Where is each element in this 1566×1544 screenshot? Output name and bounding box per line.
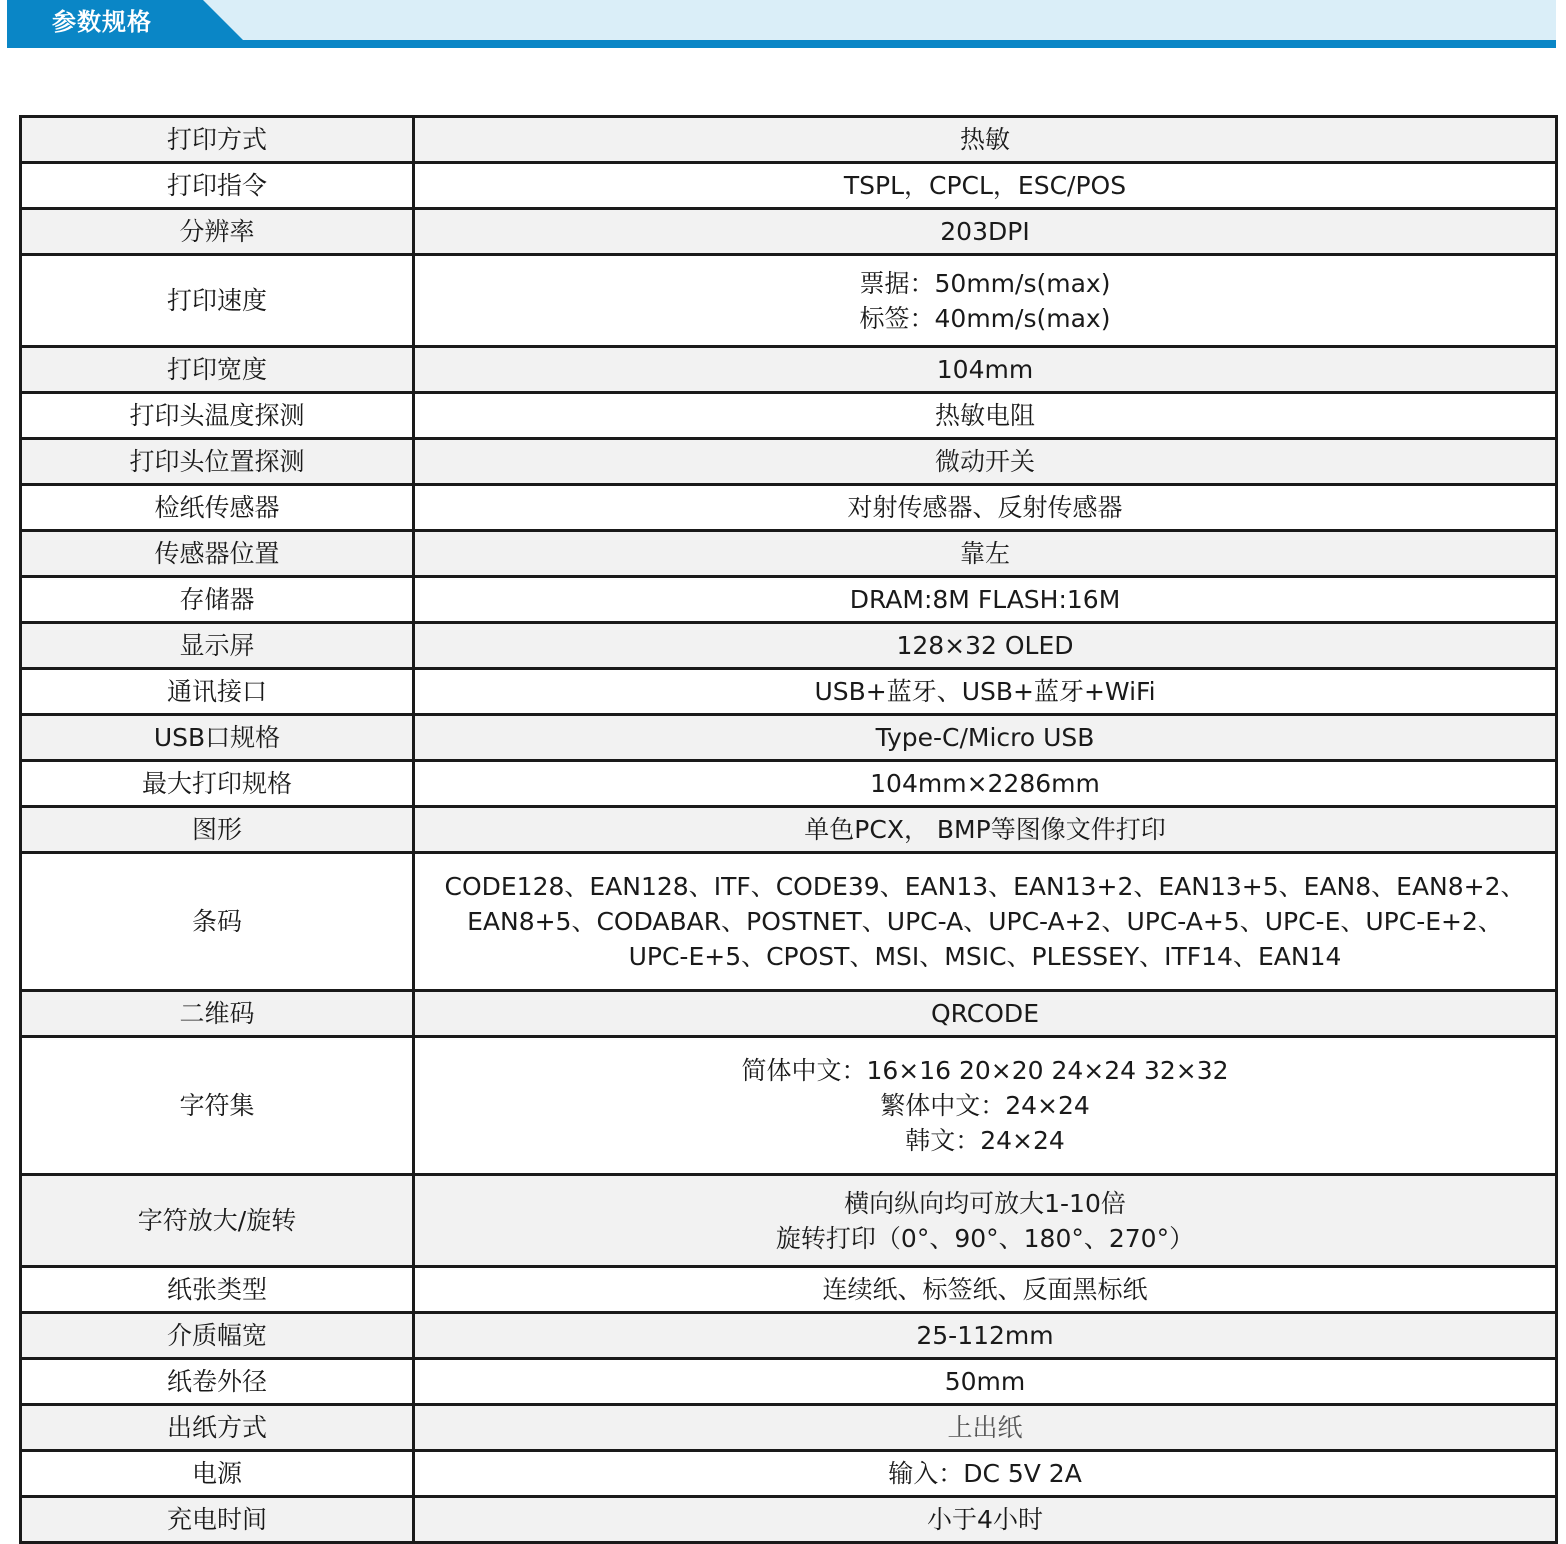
section-header xyxy=(7,0,1556,48)
spec-value-line: QRCODE xyxy=(931,999,1039,1028)
spec-value-line: 连续纸、标签纸、反面黑标纸 xyxy=(822,1275,1148,1304)
spec-label: 打印指令 xyxy=(21,163,414,209)
spec-value-line: 标签：40mm/s(max) xyxy=(859,303,1111,333)
spec-value xyxy=(414,1497,1557,1543)
spec-label: 充电时间 xyxy=(21,1497,414,1543)
spec-value-line: DRAM:8M FLASH:16M xyxy=(849,585,1121,614)
spec-value-line: 对射传感器、反射传感器 xyxy=(847,493,1123,522)
spec-value-line: 50mm xyxy=(944,1367,1026,1396)
spec-row xyxy=(21,347,1557,393)
spec-row xyxy=(21,761,1557,807)
spec-label: 纸张类型 xyxy=(21,1267,414,1313)
spec-table-body xyxy=(21,117,1557,1543)
spec-row xyxy=(21,991,1557,1037)
spec-value-line: 输入：DC 5V 2A xyxy=(888,1459,1082,1488)
spec-value-line: 票据：50mm/s(max) xyxy=(859,268,1111,298)
spec-label: 打印速度 xyxy=(21,255,414,347)
spec-value-line: CODE128、EAN128、ITF、CODE39、EAN13、EAN13+2、EAN13+5、EAN8、EAN8+2、 xyxy=(444,872,1526,901)
spec-row xyxy=(21,1267,1557,1313)
spec-value xyxy=(414,393,1557,439)
spec-value xyxy=(414,1267,1557,1313)
spec-value-line: 203DPI xyxy=(940,217,1030,246)
spec-row xyxy=(21,1497,1557,1543)
spec-row xyxy=(21,623,1557,669)
spec-row xyxy=(21,531,1557,577)
spec-value-line: 25-112mm xyxy=(916,1321,1054,1350)
spec-label: 分辨率 xyxy=(21,209,414,255)
spec-label: 电源 xyxy=(21,1451,414,1497)
spec-label: 字符放大/旋转 xyxy=(21,1175,414,1267)
spec-value xyxy=(414,1405,1557,1451)
spec-value xyxy=(414,163,1557,209)
spec-label: 图形 xyxy=(21,807,414,853)
spec-row xyxy=(21,1037,1557,1175)
spec-value xyxy=(414,991,1557,1037)
spec-label: USB口规格 xyxy=(21,715,414,761)
spec-row xyxy=(21,669,1557,715)
spec-label: 打印头位置探测 xyxy=(21,439,414,485)
spec-label: 传感器位置 xyxy=(21,531,414,577)
spec-value-line: 旋转打印（0°、90°、180°、270°） xyxy=(775,1223,1195,1253)
spec-row xyxy=(21,393,1557,439)
spec-label: 存储器 xyxy=(21,577,414,623)
spec-row xyxy=(21,1175,1557,1267)
spec-value xyxy=(414,761,1557,807)
spec-value xyxy=(414,1313,1557,1359)
spec-row xyxy=(21,715,1557,761)
spec-row xyxy=(21,117,1557,163)
spec-value-line: 韩文：24×24 xyxy=(905,1126,1065,1155)
spec-row xyxy=(21,807,1557,853)
spec-value-line: EAN8+5、CODABAR、POSTNET、UPC-A、UPC-A+2、UPC-A+5、UPC-E、UPC-E+2、 xyxy=(467,907,1503,936)
header-underline xyxy=(7,40,1556,48)
spec-value xyxy=(414,531,1557,577)
spec-table xyxy=(19,115,1558,1544)
spec-value xyxy=(414,1175,1557,1267)
spec-value xyxy=(414,1359,1557,1405)
spec-row xyxy=(21,1451,1557,1497)
spec-value-line: 128×32 OLED xyxy=(896,631,1074,660)
spec-row xyxy=(21,485,1557,531)
spec-label: 二维码 xyxy=(21,991,414,1037)
spec-value xyxy=(414,347,1557,393)
spec-value-line: 繁体中文：24×24 xyxy=(880,1091,1090,1120)
spec-value xyxy=(414,577,1557,623)
spec-row xyxy=(21,439,1557,485)
spec-label: 通讯接口 xyxy=(21,669,414,715)
spec-value-line: 靠左 xyxy=(959,539,1010,568)
spec-label: 介质幅宽 xyxy=(21,1313,414,1359)
spec-value xyxy=(414,485,1557,531)
spec-row xyxy=(21,163,1557,209)
spec-row xyxy=(21,1405,1557,1451)
spec-label: 纸卷外径 xyxy=(21,1359,414,1405)
section-title: 参数规格 xyxy=(52,8,152,36)
spec-value-line: 微动开关 xyxy=(934,447,1035,476)
spec-value xyxy=(414,117,1557,163)
spec-label: 最大打印规格 xyxy=(21,761,414,807)
spec-row xyxy=(21,853,1557,991)
spec-value xyxy=(414,807,1557,853)
spec-value-line: UPC-E+5、CPOST、MSI、MSIC、PLESSEY、ITF14、EAN14 xyxy=(628,942,1342,971)
spec-value-line: 单色PCX， BMP等图像文件打印 xyxy=(804,815,1166,844)
spec-value-line: 横向纵向均可放大1-10倍 xyxy=(844,1188,1126,1218)
spec-value-line: Type-C/Micro USB xyxy=(875,723,1095,752)
spec-label: 打印头温度探测 xyxy=(21,393,414,439)
spec-row xyxy=(21,209,1557,255)
spec-value xyxy=(414,715,1557,761)
section-header-graphic xyxy=(7,0,1556,48)
spec-value xyxy=(414,209,1557,255)
spec-value-line: 104mm xyxy=(936,355,1034,384)
spec-value xyxy=(414,1451,1557,1497)
spec-row xyxy=(21,577,1557,623)
spec-value xyxy=(414,1037,1557,1175)
spec-value-line: 104mm×2286mm xyxy=(870,769,1100,798)
spec-value-line: TSPL，CPCL，ESC/POS xyxy=(843,171,1127,200)
spec-row xyxy=(21,1313,1557,1359)
spec-value xyxy=(414,623,1557,669)
spec-row xyxy=(21,255,1557,347)
spec-value-line: 简体中文：16×16 20×20 24×24 32×32 xyxy=(741,1056,1229,1085)
spec-row xyxy=(21,1359,1557,1405)
spec-value xyxy=(414,853,1557,991)
spec-label: 打印方式 xyxy=(21,117,414,163)
spec-label: 打印宽度 xyxy=(21,347,414,393)
spec-value-line: 上出纸 xyxy=(947,1413,1023,1442)
spec-label: 出纸方式 xyxy=(21,1405,414,1451)
spec-value-line: USB+蓝牙、USB+蓝牙+WiFi xyxy=(814,677,1156,706)
spec-label: 条码 xyxy=(21,853,414,991)
spec-value xyxy=(414,669,1557,715)
spec-value-line: 热敏 xyxy=(959,125,1010,154)
spec-label: 字符集 xyxy=(21,1037,414,1175)
spec-value xyxy=(414,439,1557,485)
spec-label: 检纸传感器 xyxy=(21,485,414,531)
spec-value-line: 小于4小时 xyxy=(927,1505,1043,1534)
spec-value-line: 热敏电阻 xyxy=(934,401,1035,430)
spec-label: 显示屏 xyxy=(21,623,414,669)
spec-value xyxy=(414,255,1557,347)
